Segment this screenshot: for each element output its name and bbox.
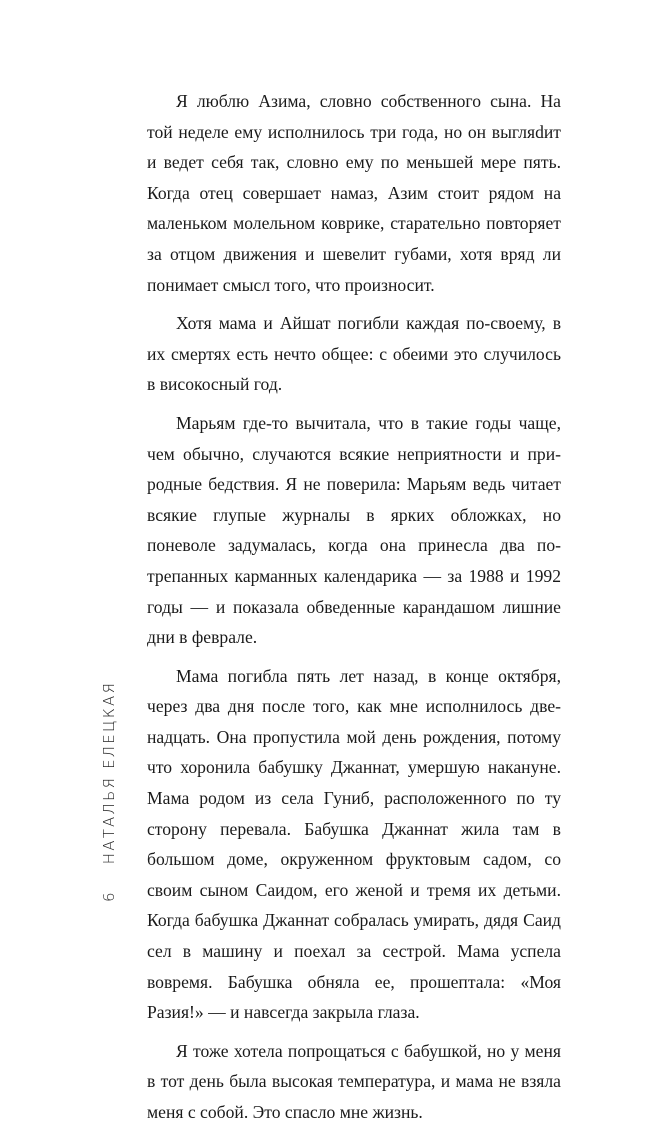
running-head xyxy=(100,681,118,902)
paragraph-2: Хотя мама и Айшат погибли каждая по-своему, в их смертях есть нечто общее: с обеими это случилось в високосный год. xyxy=(147,313,561,395)
paragraph-5: Я тоже хотела попрощаться с бабушкой, но у меня в тот день была высокая температура, и мама не взяла меня с собой. Это спасло мне жизнь. xyxy=(147,1040,561,1122)
paragraph-3: Марьям где-то вычитала, что в такие годы чаще, чем обычно, случаются всякие неприятности и природные бедствия. Я не поверила: Марьям ведь читает всякие глупые журналы в ярких обложках, но поневоле задумалась, когда она принесла два потрепанных карманных календарика — за 1988 и 1992 годы — и показала обведенные карандашом лишние дни в феврале. xyxy=(147,412,561,648)
paragraph-4: Мама погибла пять лет назад, в конце октября, через два дня после того, как мне исполнилось двенадцать. Она пропустила мой день рождения, потому что хоронила бабушку Джаннат, умершую накануне. Мама родом из села Гуниб, расположенного по ту сторону перевала. Бабушка Джаннат жила там в большом доме, окруженном фруктовым садом, со своим сыном Саидом, его женой и тремя их детьми. Когда бабушка Джаннат собралась умирать, дядя Саид сел в машину и поехал за сестрой. Мама успела вовремя. Бабушка обняла ее, прошептала: «Моя Разия!» — и навсегда закрыла глаза. xyxy=(147,665,561,1023)
paragraph-1: Я люблю Азима, словно собственного сына. На той неделе ему исполнилось три года, но он выгляdит и ведет себя так, словно ему по меньшей мере пять. Когда отец совершает намаз, Азим стоит рядом на маленьком молельном коврике, старательно повторяет за отцом движения и шевелит губами, хотя вряд ли понимает смысл того, что произносит. xyxy=(147,91,561,295)
body-text xyxy=(147,86,561,1136)
page-number: 6 xyxy=(100,890,118,902)
author-name: НАТАЛЬЯ ЕЛЕЦКАЯ xyxy=(100,680,118,865)
